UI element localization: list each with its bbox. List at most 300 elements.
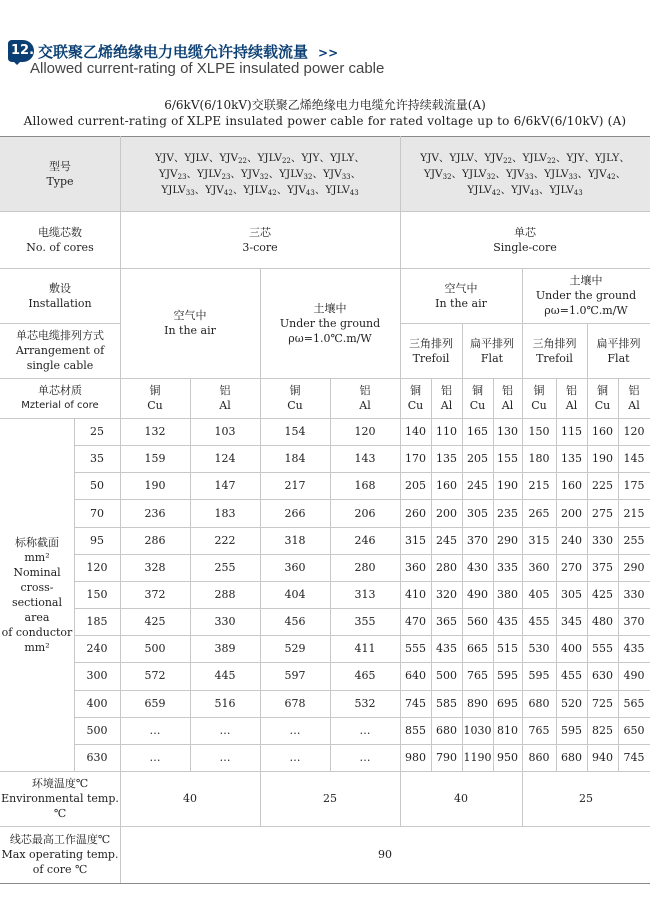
rating-value <box>522 418 556 445</box>
rating-value <box>493 744 522 771</box>
rating-value-line1: 305 <box>467 506 488 520</box>
rating-value-line1: 890 <box>467 696 488 710</box>
rating-value <box>120 635 190 662</box>
rating-value <box>400 662 431 689</box>
rating-value <box>556 554 587 581</box>
rating-value <box>587 527 618 554</box>
cores-three-line1: 三芯 <box>249 225 271 239</box>
model-text: 、YJLV <box>186 167 222 180</box>
material-cu-line1: 铜 <box>472 384 483 397</box>
rating-value-line1: 290 <box>623 560 645 574</box>
title-cn-text: 交联聚乙烯绝缘电力电缆允许持续载流量 <box>38 43 309 61</box>
rating-value <box>400 717 431 744</box>
material-cu-line1: 铜 <box>289 384 301 397</box>
rating-value <box>587 418 618 445</box>
rating-value-line1: … <box>289 723 301 737</box>
material-al <box>493 378 522 418</box>
model-subscript: 42 <box>491 188 501 197</box>
rating-value <box>330 717 400 744</box>
material-cu-line2: Cu <box>287 399 303 412</box>
installation-header-line1: 敷设 <box>49 281 71 295</box>
rating-value-line1: 288 <box>214 587 236 601</box>
rating-value <box>462 635 493 662</box>
rating-value <box>330 608 400 635</box>
rating-value <box>431 635 462 662</box>
rating-value-line1: 120 <box>354 425 376 439</box>
conductor-size <box>74 499 120 526</box>
conductor-size <box>74 554 120 581</box>
grid-vline <box>618 378 619 771</box>
model-subscript: 33 <box>524 172 534 181</box>
rating-value-line1: 665 <box>467 642 488 656</box>
material-al <box>330 378 400 418</box>
max-temp-header-line1: 线芯最高工作温度℃ <box>9 833 111 846</box>
section-number-badge <box>8 40 34 62</box>
cores-header <box>0 211 120 268</box>
rating-value-line1: 480 <box>592 615 613 629</box>
conductor-size <box>74 635 120 662</box>
model-text: 、YJLV <box>512 151 547 164</box>
rating-value <box>431 690 462 717</box>
rating-value <box>260 472 330 499</box>
rating-value-line1: 370 <box>467 533 488 547</box>
rating-value <box>120 744 190 771</box>
rating-value-line1: 529 <box>284 642 306 656</box>
material-al-line2: Al <box>440 399 453 412</box>
nominal-section-label-line1: 标称截面 <box>15 535 59 549</box>
model-text: 、YJV <box>500 183 530 196</box>
rating-value-line1: 103 <box>214 425 236 439</box>
conductor-size <box>74 717 120 744</box>
nominal-section-label-line7: mm² <box>24 640 50 654</box>
rating-value-line1: 120 <box>623 425 645 439</box>
rating-value <box>556 445 587 472</box>
material-al-line2: Al <box>628 399 640 412</box>
arr-trefoil-ground-line2: Trefoil <box>536 351 573 365</box>
rating-value-line1: 425 <box>144 615 166 629</box>
conductor-size <box>74 472 120 499</box>
rating-value <box>260 554 330 581</box>
material-cu <box>120 378 190 418</box>
rating-value <box>260 717 330 744</box>
rating-value <box>556 662 587 689</box>
model-text: 、YJLV <box>232 183 268 196</box>
model-text: 、YJV <box>495 167 525 180</box>
model-text: YJV、YJLV、YJV <box>155 151 239 164</box>
rating-value-line1: 235 <box>497 506 518 520</box>
type-models-three-core-line <box>155 150 365 166</box>
rating-value-line1: 360 <box>405 560 426 574</box>
grid-vline <box>462 323 463 771</box>
rating-value-line1: 135 <box>436 452 457 466</box>
rating-value-line1: 516 <box>214 696 236 710</box>
rating-value-line1: 225 <box>592 479 613 493</box>
rating-value <box>330 499 400 526</box>
rating-value-line1: 265 <box>528 506 550 520</box>
material-al-line2: Al <box>501 399 514 412</box>
rating-value-line1: 190 <box>592 452 613 466</box>
rating-value-line1: 145 <box>623 452 645 466</box>
rating-value-line1: 217 <box>284 479 306 493</box>
rating-value-line1: 372 <box>144 587 166 601</box>
rating-value <box>462 608 493 635</box>
env-temp-value-line1: 40 <box>183 792 197 805</box>
rating-value <box>462 690 493 717</box>
rating-value-line1: 404 <box>284 587 306 601</box>
grid-vline <box>74 418 75 771</box>
cores-header-line2: No. of cores <box>26 240 94 254</box>
rating-value-line1: 155 <box>497 452 518 466</box>
grid-hline <box>74 472 650 473</box>
rating-value <box>260 499 330 526</box>
rating-value <box>462 499 493 526</box>
material-header-line1: 单芯材质 <box>38 384 82 397</box>
type-models-single-core-line <box>424 166 626 182</box>
conductor-size-line1: 150 <box>86 587 108 601</box>
material-cu-line1: 铜 <box>149 384 161 397</box>
rating-value-line1: … <box>359 750 371 764</box>
rating-value <box>190 527 260 554</box>
rating-value-line1: 375 <box>592 560 613 574</box>
rating-value-line1: 150 <box>528 425 550 439</box>
rating-value-line1: 585 <box>436 696 457 710</box>
grid-vline <box>190 378 191 771</box>
model-subscript: 43 <box>305 188 315 197</box>
grid-hline <box>0 378 650 379</box>
model-text: 、YJV <box>312 167 342 180</box>
material-al-line2: Al <box>565 399 578 412</box>
env-temp-header-line2: Environmental temp. <box>1 792 119 805</box>
type-header-line1: 型号 <box>49 159 71 173</box>
rating-value-line1: 425 <box>592 587 613 601</box>
rating-value-line1: 1190 <box>463 750 492 764</box>
grid-vline <box>493 378 494 771</box>
rating-value <box>260 635 330 662</box>
model-subscript: 32 <box>259 172 269 181</box>
section-header <box>8 38 648 82</box>
rating-value-line1: 650 <box>623 723 645 737</box>
rating-value-line1: 595 <box>497 669 518 683</box>
model-text: 、YJLV <box>314 183 350 196</box>
rating-value <box>260 744 330 771</box>
rating-value-line1: 245 <box>436 533 457 547</box>
rating-value-line1: 200 <box>561 506 582 520</box>
rating-value <box>493 690 522 717</box>
material-cu-line1: 铜 <box>597 384 608 397</box>
rating-value-line1: 320 <box>436 587 457 601</box>
rating-value <box>260 581 330 608</box>
grid-hline <box>0 323 120 324</box>
rating-value <box>587 499 618 526</box>
rating-value-line1: 597 <box>284 669 306 683</box>
rating-value <box>522 635 556 662</box>
cores-header-line1: 电缆芯数 <box>38 225 82 239</box>
grid-vline <box>587 323 588 771</box>
grid-hline <box>74 445 650 446</box>
rating-value <box>462 662 493 689</box>
rating-value-line1: 560 <box>467 615 488 629</box>
install-ground-1core-line1: 土壤中 <box>569 274 603 287</box>
grid-vline <box>556 378 557 771</box>
rating-value-line1: 335 <box>497 560 518 574</box>
arrangement-header <box>0 323 120 378</box>
rating-value-line1: … <box>289 750 301 764</box>
installation-header-line2: Installation <box>28 296 92 310</box>
rating-value <box>556 499 587 526</box>
rating-value-line1: 595 <box>561 723 582 737</box>
rating-value-line1: 280 <box>436 560 457 574</box>
material-cu-line2: Cu <box>407 399 424 412</box>
rating-value <box>493 717 522 744</box>
rating-value <box>120 418 190 445</box>
rating-value-line1: 410 <box>405 587 426 601</box>
model-text: 、 <box>615 167 627 180</box>
section-title-en: Allowed current-rating of XLPE insulated power cable <box>30 60 385 77</box>
rating-value <box>330 418 400 445</box>
material-cu-line2: Cu <box>531 399 547 412</box>
rating-value-line1: … <box>149 723 161 737</box>
rating-value-line1: 160 <box>592 425 613 439</box>
rating-value-line1: 765 <box>467 669 488 683</box>
rating-value <box>400 527 431 554</box>
rating-value <box>120 690 190 717</box>
conductor-size-line1: 400 <box>86 696 108 710</box>
rating-value <box>522 608 556 635</box>
model-subscript: 42 <box>267 188 277 197</box>
grid-hline <box>74 554 650 555</box>
rating-value-line1: 330 <box>592 533 613 547</box>
rating-value <box>618 581 650 608</box>
conductor-size-line1: 630 <box>86 750 108 764</box>
material-al-line2: Al <box>359 399 371 412</box>
rating-value <box>493 499 522 526</box>
rating-value <box>493 418 522 445</box>
rating-value-line1: … <box>149 750 161 764</box>
grid-hline <box>0 211 650 212</box>
double-arrow-icon: >> <box>318 46 339 60</box>
rating-value-line1: 315 <box>405 533 426 547</box>
model-subscript: 23 <box>177 172 187 181</box>
rating-value-line1: 745 <box>405 696 426 710</box>
rating-value <box>190 418 260 445</box>
model-text: YJV <box>158 167 178 180</box>
rating-value-line1: 360 <box>528 560 550 574</box>
grid-hline <box>74 581 650 582</box>
material-al <box>556 378 587 418</box>
model-text: 、YJLV <box>268 167 304 180</box>
rating-value <box>587 581 618 608</box>
rating-value <box>462 472 493 499</box>
rating-value-line1: 530 <box>528 642 550 656</box>
rating-value-line1: 465 <box>354 669 376 683</box>
cores-single-line2: Single-core <box>493 240 557 254</box>
install-ground-1core-line2: Under the ground <box>535 289 637 302</box>
rating-value <box>522 717 556 744</box>
rating-value-line1: 555 <box>405 642 426 656</box>
rating-value <box>431 499 462 526</box>
conductor-size-line1: 240 <box>86 642 108 656</box>
rating-value-line1: 245 <box>467 479 488 493</box>
rating-value <box>618 527 650 554</box>
cores-three-line2: 3-core <box>242 240 278 254</box>
rating-value-line1: 360 <box>284 560 306 574</box>
rating-value-line1: 190 <box>497 479 518 493</box>
rating-value <box>587 717 618 744</box>
rating-value-line1: 515 <box>497 642 518 656</box>
rating-value-line1: 135 <box>561 452 582 466</box>
rating-value-line1: 435 <box>623 642 645 656</box>
rating-value <box>431 472 462 499</box>
material-al-line1: 铝 <box>628 384 640 397</box>
grid-hline <box>74 744 650 745</box>
arr-flat-air-line1: 扁平排列 <box>470 336 514 350</box>
rating-value-line1: 215 <box>528 479 550 493</box>
material-al-line2: Al <box>219 399 231 412</box>
arr-flat-ground <box>587 323 650 378</box>
model-subscript: 32 <box>486 172 496 181</box>
conductor-size <box>74 527 120 554</box>
rating-value-line1: 168 <box>354 479 376 493</box>
rating-value-line1: 236 <box>144 506 166 520</box>
rating-value <box>120 554 190 581</box>
type-header-line2: Type <box>46 174 74 188</box>
rating-value <box>493 445 522 472</box>
rating-value <box>190 744 260 771</box>
grid-hline <box>74 662 650 663</box>
rating-value <box>462 717 493 744</box>
rating-value-line1: … <box>219 723 231 737</box>
material-header <box>0 378 120 418</box>
rating-value <box>462 554 493 581</box>
model-subscript: 22 <box>238 156 247 165</box>
rating-value <box>330 527 400 554</box>
section-title-cn <box>38 41 338 62</box>
model-subscript: 42 <box>223 188 233 197</box>
grid-vline <box>260 268 261 826</box>
rating-value-line1: 206 <box>354 506 376 520</box>
rating-value <box>462 445 493 472</box>
rating-value <box>120 717 190 744</box>
rating-value-line1: 565 <box>623 696 645 710</box>
rating-value-line1: 255 <box>623 533 645 547</box>
rating-value <box>587 744 618 771</box>
rating-value-line1: 330 <box>214 615 236 629</box>
rating-value-line1: 380 <box>497 587 518 601</box>
rating-value <box>462 744 493 771</box>
rating-value <box>260 418 330 445</box>
rating-value-line1: 659 <box>144 696 166 710</box>
grid-hline <box>400 323 650 324</box>
conductor-size <box>74 418 120 445</box>
rating-value <box>400 499 431 526</box>
rating-value-line1: 266 <box>284 506 306 520</box>
rating-value <box>400 581 431 608</box>
conductor-size-line1: 35 <box>90 452 104 466</box>
nominal-section-label-line5: sectional area <box>11 595 63 624</box>
rating-value <box>587 662 618 689</box>
rating-value-line1: 435 <box>436 642 457 656</box>
rating-value <box>431 581 462 608</box>
rating-value-line1: 328 <box>144 560 166 574</box>
rating-value <box>556 635 587 662</box>
rating-value <box>587 608 618 635</box>
material-cu <box>462 378 493 418</box>
rating-value-line1: 455 <box>528 615 550 629</box>
arr-flat-air-line2: Flat <box>480 351 504 365</box>
material-cu <box>400 378 431 418</box>
rating-value <box>190 635 260 662</box>
conductor-size-line1: 500 <box>86 723 108 737</box>
grid-vline <box>400 136 401 826</box>
rating-value-line1: 980 <box>405 750 426 764</box>
rating-value <box>618 744 650 771</box>
grid-vline <box>522 268 523 826</box>
nominal-section-label <box>0 418 74 771</box>
install-ground-3core-line1: 土壤中 <box>313 301 347 315</box>
model-text: YJLV <box>467 183 492 196</box>
rating-value <box>431 744 462 771</box>
model-subscript: 22 <box>546 156 556 165</box>
grid-hline <box>0 771 650 772</box>
rating-value-line1: 520 <box>561 696 582 710</box>
rating-value-line1: 184 <box>284 452 306 466</box>
install-air-3core-line2: In the air <box>164 324 216 337</box>
rating-value <box>522 690 556 717</box>
install-ground-1core-line3: ρω=1.0℃.m/W <box>544 304 628 317</box>
rating-value <box>400 445 431 472</box>
rating-value <box>260 527 330 554</box>
model-text: 、YJV <box>577 167 607 180</box>
rating-value <box>431 662 462 689</box>
rating-value <box>556 418 587 445</box>
model-subscript: 32 <box>303 172 313 181</box>
install-air-1core <box>400 268 522 323</box>
rating-value <box>431 554 462 581</box>
rating-value-line1: 215 <box>623 506 645 520</box>
section-number: 12. <box>11 43 35 58</box>
conductor-size <box>74 690 120 717</box>
cores-single <box>400 211 650 268</box>
rating-value-line1: 790 <box>436 750 457 764</box>
rating-value <box>120 608 190 635</box>
model-subscript: 22 <box>281 156 291 165</box>
env-temp-value <box>120 771 260 826</box>
rating-value <box>330 690 400 717</box>
arr-trefoil-ground <box>522 323 587 378</box>
rating-value-line1: 389 <box>214 642 236 656</box>
install-ground-3core-line3: ρω=1.0℃.m/W <box>288 331 372 345</box>
material-cu-line1: 铜 <box>533 384 545 397</box>
grid-hline <box>0 136 650 137</box>
rating-value-line1: 160 <box>436 479 457 493</box>
rating-value-line1: 745 <box>623 750 645 764</box>
rating-value <box>493 527 522 554</box>
rating-value <box>556 744 587 771</box>
rating-value <box>431 418 462 445</box>
grid-hline <box>74 499 650 500</box>
arrangement-header-line3: single cable <box>26 359 94 372</box>
rating-value <box>260 608 330 635</box>
table-caption-cn: 6/6kV(6/10kV)交联聚乙烯绝缘电力电缆允许持续载流量(A) <box>164 98 486 112</box>
rating-value <box>260 690 330 717</box>
arr-flat-ground-line1: 扁平排列 <box>596 336 641 350</box>
env-temp-value-line1: 25 <box>323 792 337 805</box>
rating-value-line1: 490 <box>623 669 645 683</box>
rating-value-line1: 940 <box>592 750 613 764</box>
nominal-section-label-line2: mm² <box>24 550 50 564</box>
rating-value <box>522 662 556 689</box>
installation-header <box>0 268 120 323</box>
